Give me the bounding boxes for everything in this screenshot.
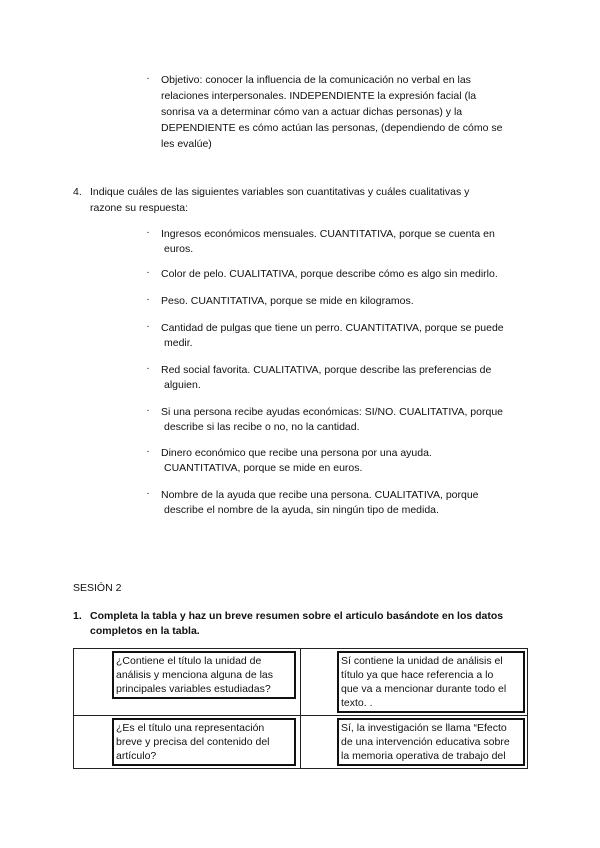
cell-line: texto. . xyxy=(341,697,373,709)
question-cell xyxy=(74,716,301,769)
question-text-line: Completa la tabla y haz un breve resumen sobre el articulo basándote en los datos xyxy=(90,610,504,622)
answer-cell xyxy=(301,649,528,716)
list-item-line: Si una persona recibe ayudas económicas: SI/NO. CUALITATIVA, porque xyxy=(161,406,503,418)
list-item-line: alguien. xyxy=(164,379,201,391)
cell-line: la memoria operativa de trabajo del xyxy=(341,750,506,762)
list-item-line: Red social favorita. CUALITATIVA, porque describe las preferencias de xyxy=(161,364,492,376)
list-item-line: Ingresos económicos mensuales. CUANTITATIVA, porque se cuenta en xyxy=(161,228,495,240)
list-item-line: medir. xyxy=(164,337,193,349)
cell-line: Sí, la investigación se llama “Efecto xyxy=(341,722,507,734)
question-number: 1. xyxy=(73,610,82,622)
analysis-table xyxy=(73,648,528,769)
cell-line: de una intervención educativa sobre xyxy=(341,736,510,748)
question-text-line: completos en la tabla. xyxy=(90,625,200,637)
list-item-line: Cantidad de pulgas que tiene un perro. CUANTITATIVA, porque se puede xyxy=(161,322,504,334)
question-cell xyxy=(74,649,301,716)
list-item-line: Color de pelo. CUALITATIVA, porque describe cómo es algo sin medirlo. xyxy=(161,268,498,280)
question-box xyxy=(112,651,296,699)
cell-line: ¿Es el título una representación xyxy=(116,722,265,734)
bullet-icon: · xyxy=(146,445,150,457)
bullet-icon: · xyxy=(146,72,150,84)
bullet-icon: · xyxy=(146,320,150,332)
session-title: SESIÓN 2 xyxy=(73,582,122,594)
answer-cell xyxy=(301,716,528,769)
list-item-line: describe el nombre de la ayuda, sin ningún tipo de medida. xyxy=(164,504,439,516)
objective-line: Objetivo: conocer la influencia de la comunicación no verbal en las xyxy=(161,74,471,86)
bullet-icon: · xyxy=(146,404,150,416)
cell-line: Sí contiene la unidad de análisis el xyxy=(341,655,503,667)
cell-line: principales variables estudiadas? xyxy=(116,683,271,695)
question-box xyxy=(112,718,296,766)
objective-line: les evalúe) xyxy=(161,138,212,150)
list-item-line: Nombre de la ayuda que recibe una persona. CUALITATIVA, porque xyxy=(161,489,479,501)
list-item-line: Dinero económico que recibe una persona por una ayuda. xyxy=(161,447,432,459)
table-row xyxy=(74,716,528,769)
objective-line: DEPENDIENTE es cómo actúan las personas, (dependiendo de cómo se xyxy=(161,122,503,134)
cell-line: artículo? xyxy=(116,750,157,762)
cell-line: que va a mencionar durante todo el xyxy=(341,683,507,695)
cell-line: título ya que hace referencia a lo xyxy=(341,669,494,681)
list-item-line: CUANTITATIVA, porque se mide en euros. xyxy=(164,462,363,474)
bullet-icon: · xyxy=(146,293,150,305)
list-item-line: describe si las recibe o no, no la cantidad. xyxy=(164,421,360,433)
bullet-icon: · xyxy=(146,487,150,499)
list-item-line: Peso. CUANTITATIVA, porque se mide en kilogramos. xyxy=(161,295,414,307)
question-text-line: Indique cuáles de las siguientes variables son cuantitativas y cuáles cualitativas y xyxy=(90,186,470,198)
cell-line: análisis y menciona alguna de las xyxy=(116,669,274,681)
list-item-line: euros. xyxy=(164,243,194,255)
answer-box xyxy=(337,718,525,766)
cell-line: breve y precisa del contenido del xyxy=(116,736,270,748)
answer-box xyxy=(337,651,525,713)
bullet-icon: · xyxy=(146,226,150,238)
question-text-line: razone su respuesta: xyxy=(90,202,189,214)
bullet-icon: · xyxy=(146,266,150,278)
objective-line: sonrisa va a determinar cómo van a actuar dichas personas) y la xyxy=(161,106,463,118)
bullet-icon: · xyxy=(146,362,150,374)
question-number: 4. xyxy=(73,186,82,198)
cell-line: ¿Contiene el título la unidad de xyxy=(116,655,262,667)
objective-line: relaciones interpersonales. INDEPENDIENTE la expresión facial (la xyxy=(161,90,477,102)
table-row xyxy=(74,649,528,716)
